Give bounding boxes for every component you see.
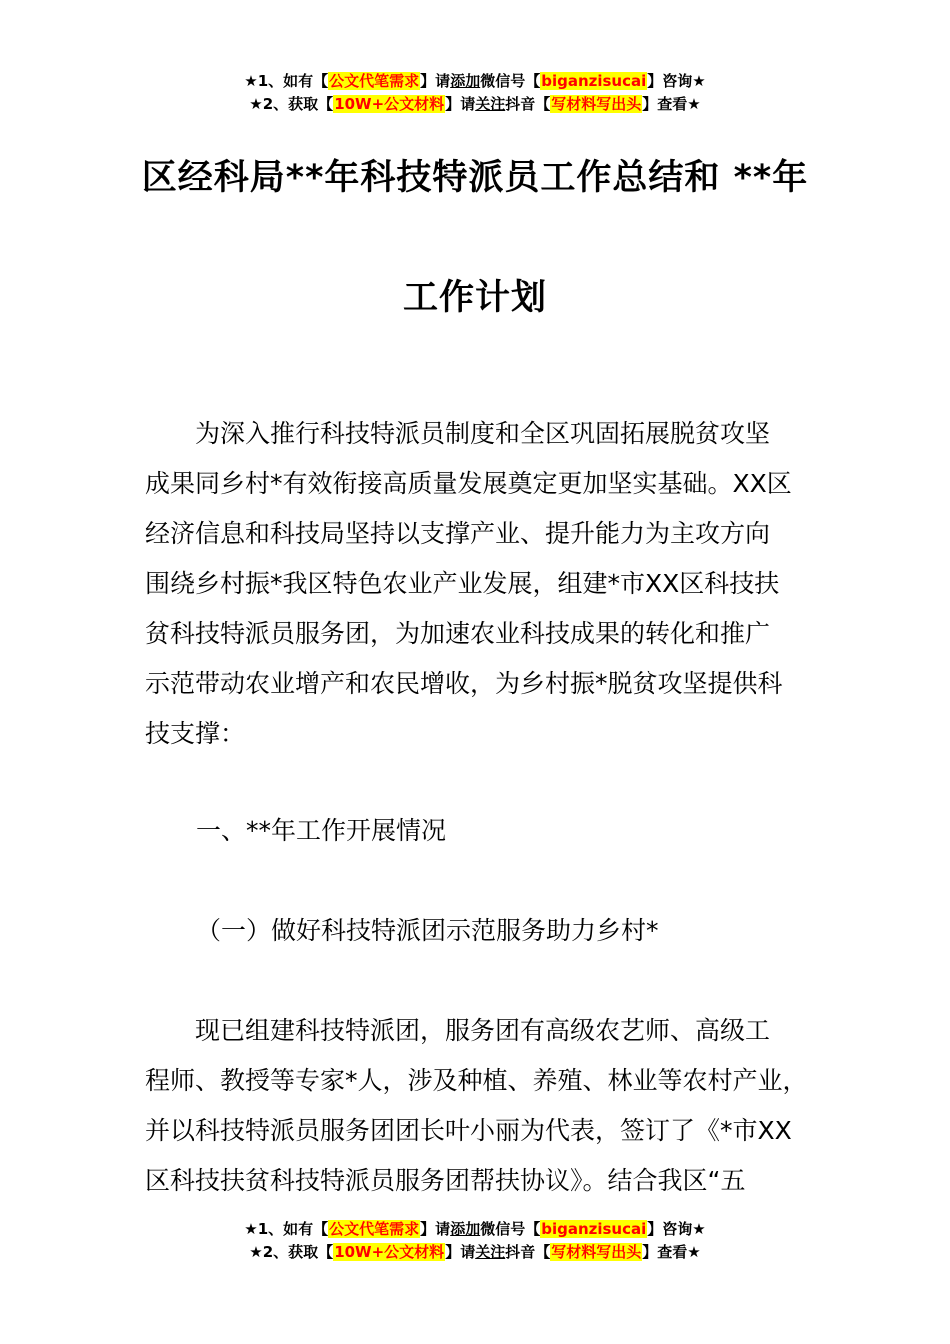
banner-text: 抖音【 bbox=[505, 95, 551, 113]
banner-text: ★2、获取【 bbox=[249, 95, 334, 113]
banner-text: 抖音【 bbox=[505, 1243, 551, 1261]
paragraph-line: 程师、教授等专家*人，涉及种植、养殖、林业等农村产业， bbox=[145, 1066, 808, 1095]
banner-text: 微信号【 bbox=[480, 72, 541, 90]
paragraph-line: 为深入推行科技特派员制度和全区巩固拓展脱贫攻坚 bbox=[145, 419, 771, 448]
banner-text: 】查看★ bbox=[642, 1243, 701, 1261]
body-paragraph bbox=[145, 1006, 817, 1206]
paragraph-line: 现已组建科技特派团，服务团有高级农艺师、高级工 bbox=[145, 1016, 771, 1045]
banner-highlight: 写材料写出头 bbox=[551, 1243, 642, 1261]
banner-text: 】请 bbox=[420, 1220, 451, 1238]
banner-text: 】咨询★ bbox=[647, 72, 706, 90]
banner-text: ★1、如有【 bbox=[244, 72, 329, 90]
banner-emphasis: 关注 bbox=[475, 1243, 506, 1261]
banner-emphasis: 关注 bbox=[475, 95, 506, 113]
banner-text: ★2、获取【 bbox=[249, 1243, 334, 1261]
banner-line-2 bbox=[0, 93, 950, 116]
banner-text: 】咨询★ bbox=[647, 1220, 706, 1238]
banner-text: 】查看★ bbox=[642, 95, 701, 113]
section-heading: 一、**年工作开展情况 bbox=[196, 816, 447, 845]
banner-highlight: 10W+公文材料 bbox=[334, 1243, 445, 1261]
banner-line-1 bbox=[0, 1218, 950, 1241]
banner-highlight: 10W+公文材料 bbox=[334, 95, 445, 113]
paragraph-line: 经济信息和科技局坚持以支撑产业、提升能力为主攻方向 bbox=[145, 519, 771, 548]
banner-emphasis: 添加 bbox=[450, 72, 481, 90]
header-banner bbox=[0, 70, 950, 116]
subsection-heading: （一）做好科技特派团示范服务助力乡村* bbox=[196, 916, 659, 945]
document-title-line-2: 工作计划 bbox=[402, 278, 547, 318]
banner-highlight: 公文代笔需求 bbox=[329, 1220, 420, 1238]
banner-line-1 bbox=[0, 70, 950, 93]
banner-text: ★1、如有【 bbox=[244, 1220, 329, 1238]
paragraph-line: 示范带动农业增产和农民增收，为乡村振*脱贫攻坚提供科 bbox=[145, 669, 783, 698]
banner-text: 微信号【 bbox=[480, 1220, 541, 1238]
intro-paragraph bbox=[145, 409, 817, 759]
banner-highlight: biganzisucai bbox=[541, 1220, 647, 1238]
footer-banner bbox=[0, 1218, 950, 1264]
banner-highlight: 写材料写出头 bbox=[551, 95, 642, 113]
paragraph-line: 成果同乡村*有效衔接高质量发展奠定更加坚实基础。XX区 bbox=[145, 469, 792, 498]
paragraph-line: 围绕乡村振*我区特色农业产业发展，组建*市XX区科技扶 bbox=[145, 569, 780, 598]
banner-highlight: 公文代笔需求 bbox=[329, 72, 420, 90]
banner-text: 】请 bbox=[420, 72, 451, 90]
banner-emphasis: 添加 bbox=[450, 1220, 481, 1238]
paragraph-line: 区科技扶贫科技特派员服务团帮扶协议》。结合我区“五 bbox=[145, 1166, 746, 1195]
paragraph-line: 贫科技特派员服务团，为加速农业科技成果的转化和推广 bbox=[145, 619, 771, 648]
banner-text: 】请 bbox=[445, 95, 476, 113]
document-title-line-1: 区经科局**年科技特派员工作总结和 **年 bbox=[141, 158, 809, 198]
banner-highlight: biganzisucai bbox=[541, 72, 647, 90]
paragraph-line: 技支撑： bbox=[145, 719, 246, 748]
paragraph-line: 并以科技特派员服务团团长叶小丽为代表，签订了《*市XX bbox=[145, 1116, 792, 1145]
banner-line-2 bbox=[0, 1241, 950, 1264]
banner-text: 】请 bbox=[445, 1243, 476, 1261]
